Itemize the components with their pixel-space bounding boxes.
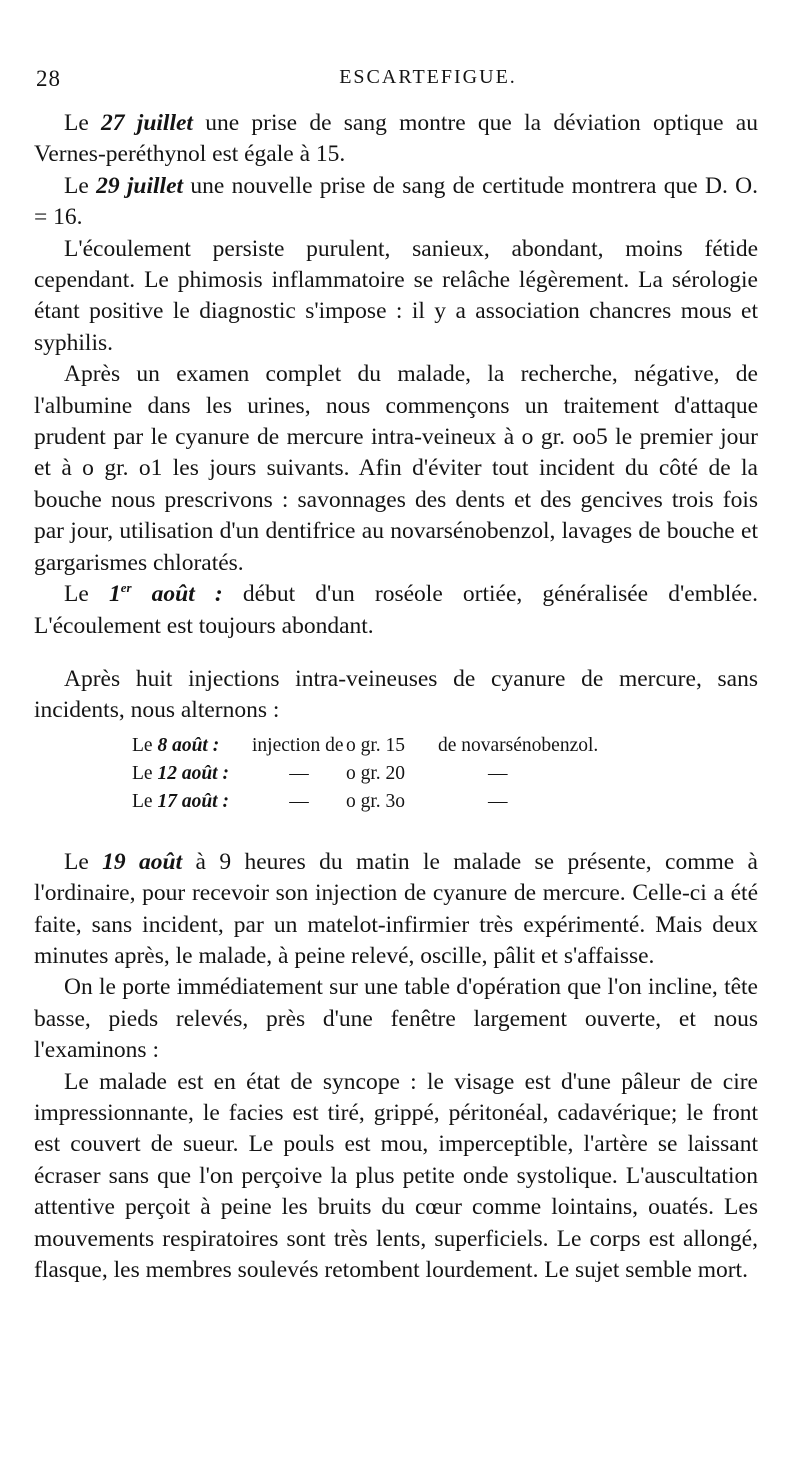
date-label: 19 août xyxy=(102,848,183,875)
page-body xyxy=(34,108,758,1286)
paragraph-operating-table: On le porte immédiatement sur une table d'opération que l'on incline, tête basse, pieds relevés, près d'une fenêtre largement ouverte, et nous l'examinons : xyxy=(34,974,758,1064)
dose-schedule xyxy=(132,735,758,819)
paragraph-july-29: Le 29 juillet une nouvelle prise de sang de certitude montrera que D. O. = 16. xyxy=(34,172,758,231)
date-label: 27 juillet xyxy=(101,110,193,136)
date-label: 1er août : xyxy=(108,580,223,608)
dose-row: Le 12 août : — o gr. 20 — xyxy=(132,762,508,784)
page-number: 28 xyxy=(36,66,61,91)
paragraph-july-27: Le 27 juillet une prise de sang montre que la déviation optique au Vernes-peréthynol est égale à 15. xyxy=(34,110,758,168)
paragraph-august-1: Le 1er août : début d'un roséole ortiée, généralisée d'emblée. L'écoulement est toujours abondant. xyxy=(34,580,758,639)
paragraph-discharge: L'écoulement persiste purulent, sanieux, abondant, moins fétide cependant. Le phimosis inflammatoire se relâche légèrement. La sérologie étant positive le diagnostic s'impose : il y a association chancres mous et syphilis. xyxy=(34,235,758,356)
paragraph-treatment: Après un examen complet du malade, la recherche, négative, de l'albumine dans les urines, nous commençons un traitement d'attaque prudent par le cyanure de mercure intra-veineux à o gr. oo5 le premier jour et à o gr. o1 les jours suivants. Afin d'éviter tout incident du côté de la bouche nous prescrivons : savonnages des dents et des gencives trois fois par jour, utilisation d'un dentifrice au novarsénobenzol, lavages de bouche et gargarismes chloratés. xyxy=(34,361,758,576)
dose-row: Le 17 août : — o gr. 3o — xyxy=(132,790,508,812)
paragraph-syncope: Le malade est en état de syncope : le visage est d'une pâleur de cire impressionnante, le facies est tiré, grippé, péritonéal, cadavérique; le front est couvert de sueur. Le pouls est mou, imperceptible, l'artère se laissant écraser sans que l'on perçoive la plus petite onde systolique. L'auscultation attentive perçoit à peine les bruits du cœur comme lointains, ouatés. Les mouvements respiratoires sont très lents, superficiels. Le corps est allongé, flasque, les membres soulevés retombent lourdement. Le sujet semble mort. xyxy=(34,1068,758,1283)
running-head: ESCARTEFIGUE. xyxy=(339,66,517,88)
page-header xyxy=(36,66,760,98)
dose-row: Le 8 août : injection de o gr. 15 de novarsénobenzol. xyxy=(132,734,599,756)
paragraph-august-19: Le 19 août à 9 heures du matin le malade se présente, comme à l'ordinaire, pour recevoir son injection de cyanure de mercure. Celle-ci a été faite, sans incident, par un matelot-infirmier très expérimenté. Mais deux minutes après, le malade, à peine relevé, oscille, pâlit et s'affaisse. xyxy=(34,848,758,969)
paragraph-alternation: Après huit injections intra-veineuses de cyanure de mercure, sans incidents, nous alternons : xyxy=(34,665,758,724)
date-label: 29 juillet xyxy=(96,172,184,199)
